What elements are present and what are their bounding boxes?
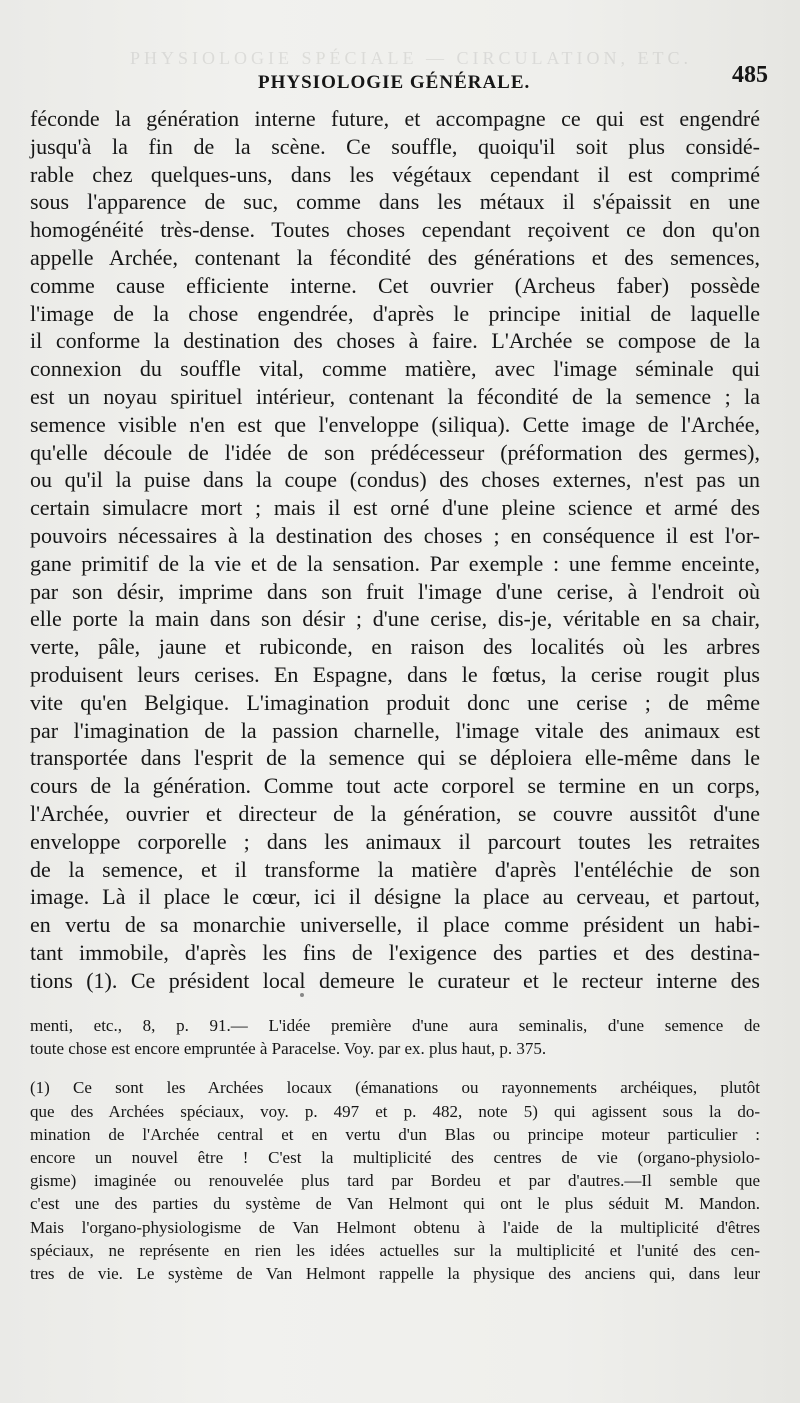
footnote-1-line: tres de vie. Le système de Van Helmont rappelle la physique des anciens qui, dans leur bbox=[30, 1263, 760, 1283]
body-line: l'image de la chose engendrée, d'après le principe initial de laquelle bbox=[30, 300, 760, 326]
body-line: gane primitif de la vie et de la sensation. Par exemple : une femme enceinte, bbox=[30, 550, 760, 576]
body-line: certain simulacre mort ; mais il est orné d'une pleine science et armé des bbox=[30, 495, 760, 521]
footnote-1-line: (1) Ce sont les Archées locaux (émanations ou rayonnements archéiques, plutôt bbox=[30, 1078, 760, 1098]
body-line: vite qu'en Belgique. L'imagination produit donc une cerise ; de même bbox=[30, 689, 760, 715]
body-line: ou qu'il la puise dans la coupe (condus) des choses externes, n'est pas un bbox=[30, 467, 760, 493]
footnote-1-line: gisme) imaginée ou renouvelée plus tard par Bordeu et par d'autres.—Il semble que bbox=[30, 1171, 760, 1191]
page-header bbox=[30, 62, 772, 96]
body-line: image. Là il place le cœur, ici il désigne la place au cerveau, et partout, bbox=[30, 884, 760, 910]
body-line: l'Archée, ouvrier et directeur de la génération, se couvre aussitôt d'une bbox=[30, 800, 760, 826]
body-line: tant immobile, d'après les fins de l'exigence des parties et des destina- bbox=[30, 939, 760, 965]
body-line: verte, pâle, jaune et rubiconde, en raison des localités où les arbres bbox=[30, 634, 760, 660]
body-line: transportée dans l'esprit de la semence qui se déploiera elle-même dans le bbox=[30, 745, 760, 771]
body-line: par l'imagination de la passion charnelle, l'image vitale des animaux est bbox=[30, 717, 760, 743]
body-line: jusqu'à la fin de la scène. Ce souffle, quoiqu'il soit plus considé- bbox=[30, 133, 760, 159]
footnote-1-line: mination de l'Archée central et en vertu d'un Blas ou principe moteur particulier : bbox=[30, 1124, 760, 1144]
body-line: connexion du souffle vital, comme matière, avec l'image séminale qui bbox=[30, 356, 760, 382]
footnote-1-line: spéciaux, ne représente en rien les idées actuelles sur la multiplicité et l'unité des cen- bbox=[30, 1240, 760, 1260]
ink-speck bbox=[300, 993, 304, 997]
body-line: pouvoirs nécessaires à la destination des choses ; en conséquence il est l'or- bbox=[30, 522, 760, 548]
body-line: sous l'apparence de suc, comme dans les métaux il s'épaissit en une bbox=[30, 189, 760, 215]
body-line: rable chez quelques-uns, dans les végétaux cependant il est comprimé bbox=[30, 161, 760, 187]
body-line: il conforme la destination des choses à faire. L'Archée se compose de la bbox=[30, 328, 760, 354]
body-line: cours de la génération. Comme tout acte corporel se termine en un corps, bbox=[30, 773, 760, 799]
footnote-continuation-line: menti, etc., 8, p. 91.— L'idée première d'une aura seminalis, d'une semence de bbox=[30, 1016, 760, 1035]
body-line: est un noyau spirituel intérieur, contenant la fécondité de la semence ; la bbox=[30, 383, 760, 409]
footnotes bbox=[30, 1014, 760, 1285]
body-line: en vertu de sa monarchie universelle, il place comme président un habi- bbox=[30, 912, 760, 938]
running-title: PHYSIOLOGIE GÉNÉRALE. bbox=[258, 72, 531, 93]
main-text bbox=[30, 105, 760, 995]
page-number: 485 bbox=[732, 62, 768, 88]
body-line: appelle Archée, contenant la fécondité des générations et des semences, bbox=[30, 244, 760, 270]
body-line: de la semence, et il transforme la matière d'après l'entéléchie de son bbox=[30, 856, 760, 882]
footnote-1-line: encore un nouvel être ! C'est la multiplicité des centres de vie (organo-physiolo- bbox=[30, 1147, 760, 1167]
footnote-1-line: c'est une des parties du système de Van Helmont qui ont le plus séduit M. Mandon. bbox=[30, 1194, 760, 1214]
footnote-spacer bbox=[30, 1060, 760, 1076]
body-line: par son désir, imprime dans son fruit l'image d'une cerise, à l'endroit où bbox=[30, 578, 760, 604]
footnote-continuation-line: toute chose est encore empruntée à Paracelse. Voy. par ex. plus haut, p. 375. bbox=[30, 1039, 547, 1059]
body-line: elle porte la main dans son désir ; d'une cerise, dis-je, véritable en sa chair, bbox=[30, 606, 760, 632]
body-line: comme cause efficiente interne. Cet ouvrier (Archeus faber) possède bbox=[30, 272, 760, 298]
footnote-1-line: Mais l'organo-physiologisme de Van Helmont obtenu à l'aide de la multiplicité d'êtres bbox=[30, 1217, 760, 1237]
body-line: enveloppe corporelle ; dans les animaux il parcourt toutes les retraites bbox=[30, 828, 760, 854]
bleed-through-text: PHYSIOLOGIE SPÉCIALE — CIRCULATION, ETC. bbox=[130, 48, 692, 68]
footnote-1-line: que des Archées spéciaux, voy. p. 497 et p. 482, note 5) qui agissent sous la do- bbox=[30, 1101, 760, 1121]
body-line: homogénéité très-dense. Toutes choses cependant reçoivent ce don qu'on bbox=[30, 217, 760, 243]
body-line: féconde la génération interne future, et accompagne ce qui est engendré bbox=[30, 106, 760, 131]
body-line: semence visible n'en est que l'enveloppe (siliqua). Cette image de l'Archée, bbox=[30, 411, 760, 437]
body-line: tions (1). Ce président local demeure le curateur et le recteur interne des bbox=[30, 967, 760, 993]
body-line: qu'elle découle de l'idée de son prédécesseur (préformation des germes), bbox=[30, 439, 760, 465]
body-line: produisent leurs cerises. En Espagne, dans le fœtus, la cerise rougit plus bbox=[30, 661, 760, 687]
